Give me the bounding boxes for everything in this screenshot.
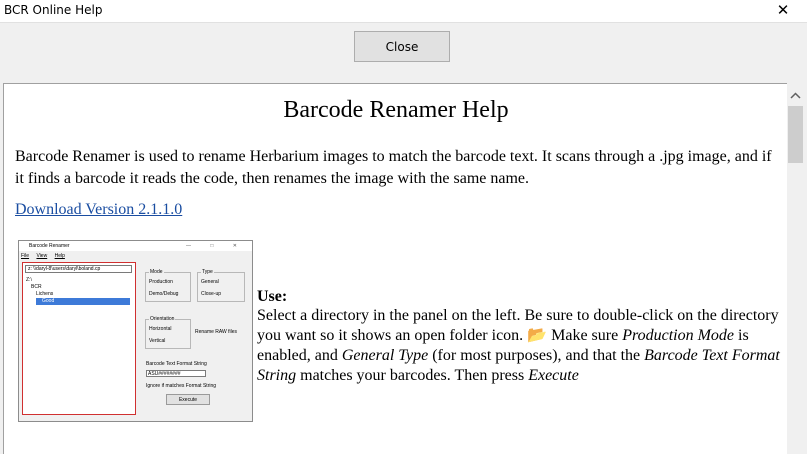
use-text: Select a directory in the panel on the left. Be sure to double-click on the directory you want so it shows an open folder icon.: [257, 307, 779, 344]
screenshot-mode-group: [145, 269, 191, 302]
screenshot-mode-option: Production: [149, 279, 173, 285]
app-screenshot-image: [18, 240, 253, 422]
close-button-label: Close: [385, 39, 419, 54]
screenshot-menu-file: File: [21, 253, 30, 259]
format-string-text: Barcode Text Format String: [257, 347, 780, 384]
page-title: Barcode Renamer Help: [283, 97, 509, 123]
use-heading: Use:: [257, 288, 288, 305]
scroll-up-icon[interactable]: [787, 89, 804, 103]
screenshot-mode-option: Demo/Debug: [149, 291, 179, 297]
use-text: Make sure: [547, 327, 623, 344]
screenshot-rename-raw: Rename RAW files: [195, 329, 238, 335]
production-mode-text: Production Mode: [622, 327, 735, 344]
screenshot-tree-item: BCR: [31, 284, 42, 290]
use-text: (for most purposes), and that the: [428, 347, 645, 364]
intro-paragraph: Barcode Renamer is used to rename Herbarium images to match the barcode text. It scans through a .jpg image, and if it finds a barcode it reads the code, then renames the image with the same name.: [15, 148, 772, 187]
screenshot-tree-item: Lichens: [36, 291, 54, 297]
window-close-icon[interactable]: ✕: [776, 1, 790, 19]
screenshot-type-group: [197, 269, 245, 302]
screenshot-mode-label: Mode: [150, 269, 163, 275]
screenshot-ignore-checkbox: Ignore if matches Format String: [146, 383, 217, 389]
close-button[interactable]: [354, 31, 450, 62]
general-type-text: General Type: [341, 347, 429, 364]
open-folder-icon: 📂: [527, 327, 548, 344]
scroll-thumb[interactable]: [788, 106, 803, 163]
screenshot-orientation-option: Horizontal: [149, 326, 172, 332]
use-text: is enabled, and: [257, 327, 749, 364]
screenshot-type-option: General: [201, 279, 219, 285]
screenshot-menu-view: View: [36, 253, 48, 259]
screenshot-title-bar: [19, 241, 252, 251]
screenshot-orientation-label: Orientation: [150, 316, 175, 322]
use-text: matches your barcodes. Then press: [296, 367, 529, 384]
screenshot-type-option: Close-up: [201, 291, 222, 297]
screenshot-format-field: ASU########: [146, 370, 206, 377]
screenshot-path-combo: z: \\daryl-8\users\daryl\boland.cp: [25, 265, 132, 273]
toolbar: [0, 22, 807, 80]
title-bar: [0, 0, 807, 22]
screenshot-execute-button: Execute: [166, 394, 210, 405]
window-title: BCR Online Help: [4, 3, 103, 17]
screenshot-type-label: Type: [202, 269, 213, 275]
screenshot-window-controls: — □ ✕: [186, 243, 246, 249]
screenshot-title: Barcode Renamer: [29, 243, 70, 249]
screenshot-orientation-group: [145, 316, 191, 349]
screenshot-tree-item-selected: Good: [36, 298, 130, 305]
content-frame: [0, 80, 807, 454]
screenshot-format-label: Barcode Text Format String: [146, 361, 207, 367]
screenshot-directory-panel: [22, 262, 136, 415]
screenshot-menu: [21, 253, 71, 259]
screenshot-tree-item: Z:\: [26, 277, 32, 283]
help-content: [3, 83, 787, 454]
use-paragraph: [257, 306, 785, 386]
screenshot-menu-help: Help: [54, 253, 65, 259]
execute-text: Execute: [528, 367, 579, 384]
vertical-scrollbar[interactable]: [787, 83, 804, 454]
download-link[interactable]: Download Version 2.1.1.0: [15, 201, 183, 218]
screenshot-orientation-option: Vertical: [149, 338, 166, 344]
